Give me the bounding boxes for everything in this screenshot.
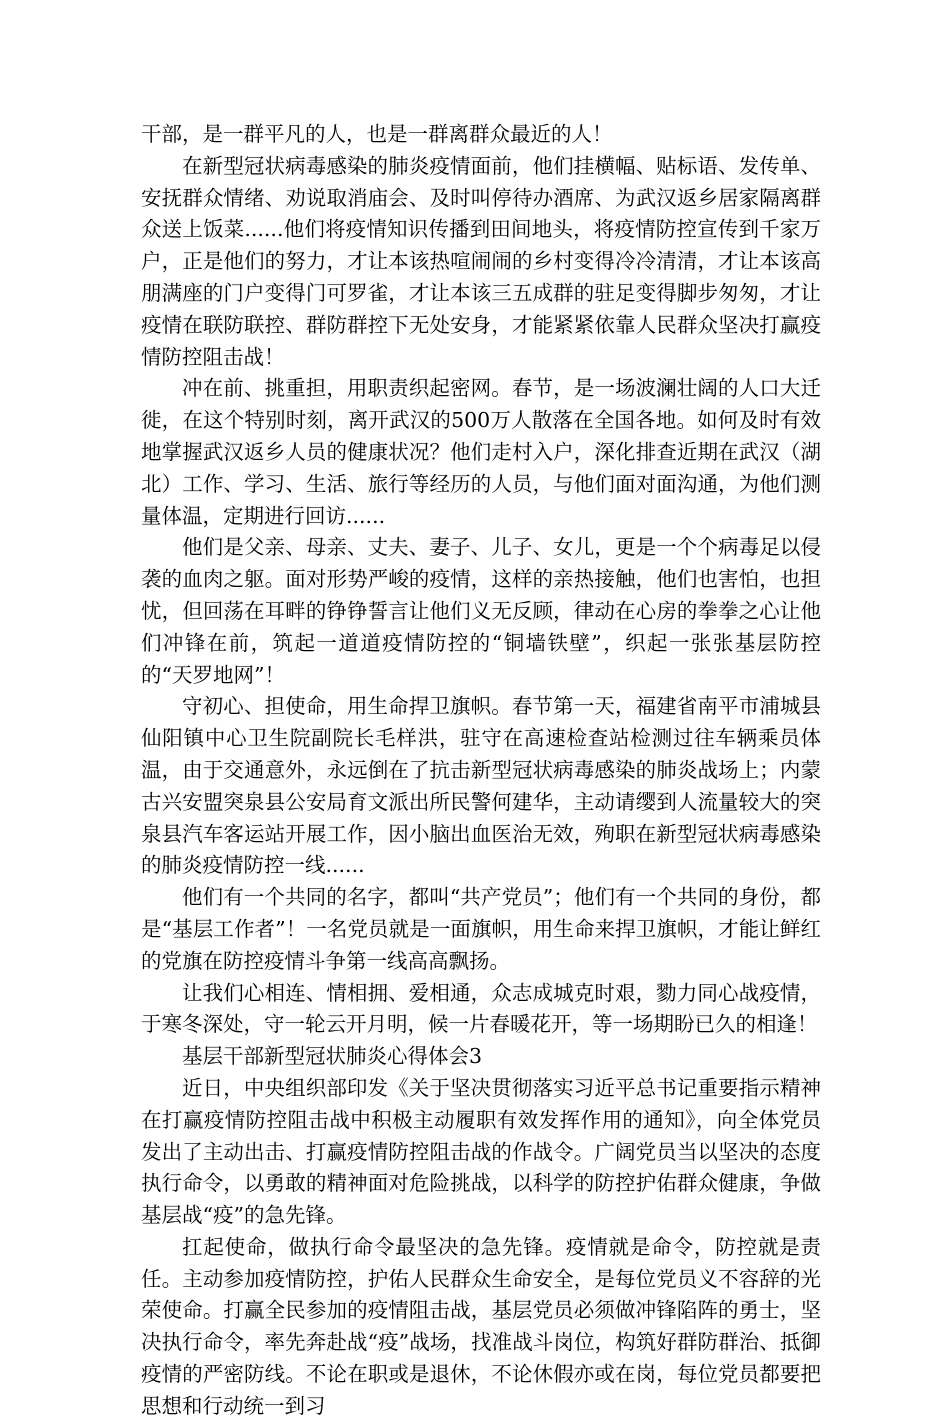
paragraph-unite: 让我们心相连、情相拥、爱相通，众志成城克时艰，勠力同心战疫情，于寒冬深处，守一轮云开月明，候一片春暖花开，等一场期盼已久的相逢！ (141, 980, 821, 1037)
section-title: 基层干部新型冠状肺炎心得体会3 (182, 1044, 483, 1069)
paragraph-family: 他们是父亲、母亲、丈夫、妻子、儿子、女儿，更是一个个病毒足以侵袭的血肉之躯。面对形势严峻的疫情，这样的亲热接触，他们也害怕，也担忧，但回荡在耳畔的铮铮誓言让他们义无反顾，律动在心房的拳拳之心让他们冲锋在前，筑起一道道疫情防控的“铜墙铁壁”，织起一张张基层防控的“天罗地网”！ (141, 535, 821, 687)
paragraph-name: 他们有一个共同的名字，都叫“共产党员”；他们有一个共同的身份，都是“基层工作者”！一名党员就是一面旗帜，用生命来捍卫旗帜，才能让鲜红的党旗在防控疫情斗争第一线高高飘扬。 (141, 885, 821, 973)
paragraph-frontline: 冲在前、挑重担，用职责织起密网。春节，是一场波澜壮阔的人口大迁徙，在这个特别时刻，离开武汉的500万人散落在全国各地。如何及时有效地掌握武汉返乡人员的健康状况？他们走村入户，深化排查近期在武汉（湖北）工作、学习、生活、旅行等经历的人员，与他们面对面沟通，为他们测量体温，定期进行回访...... (141, 376, 821, 528)
document-body (141, 119, 821, 1423)
paragraph-sacrifice: 守初心、担使命，用生命捍卫旗帜。春节第一天，福建省南平市浦城县仙阳镇中心卫生院副院长毛样洪，驻守在高速检查站检测过往车辆乘员体温，由于交通意外，永远倒在了抗击新型冠状病毒感染的肺炎战场上；内蒙古兴安盟突泉县公安局育文派出所民警何建华，主动请缨到人流量较大的突泉县汽车客运站开展工作，因小脑出血医治无效，殉职在新型冠状病毒感染的肺炎疫情防控一线...... (141, 694, 821, 878)
paragraph-mission: 扛起使命，做执行命令最坚决的急先锋。疫情就是命令，防控就是责任。主动参加疫情防控，护佑人民群众生命安全，是每位党员义不容辞的光荣使命。打赢全民参加的疫情阻击战，基层党员必须做冲锋陷阵的勇士，坚决执行命令，率先奔赴战“疫”战场，找准战斗岗位，构筑好群防群治、抵御疫情的严密防线。不论在职或是退休，不论休假亦或在岗，每位党员都要把思想和行动统一到习 (141, 1234, 821, 1418)
paragraph-continued: 干部，是一群平凡的人，也是一群离群众最近的人！ (141, 122, 613, 146)
paragraph-notice: 近日，中央组织部印发《关于坚决贯彻落实习近平总书记重要指示精神在打赢疫情防控阻击战中积极主动履职有效发挥作用的通知》，向全体党员发出了主动出击、打赢疫情防控阻击战的作战令。广阔党员当以坚决的态度执行命令，以勇敢的精神面对危险挑战，以科学的防控护佑群众健康，争做基层战“疫”的急先锋。 (141, 1075, 821, 1228)
paragraph-actions: 在新型冠状病毒感染的肺炎疫情面前，他们挂横幅、贴标语、发传单、安抚群众情绪、劝说取消庙会、及时叫停待办酒席、为武汉返乡居家隔离群众送上饭菜......他们将疫情知识传播到田间地头，将疫情防控宣传到千家万户，正是他们的努力，才让本该热喧闹闹的乡村变得冷冷清清，才让本该高朋满座的门户变得门可罗雀，才让本该三五成群的驻足变得脚步匆匆，才让疫情在联防联控、群防群控下无处安身，才能紧紧依靠人民群众坚决打赢疫情防控阻击战！ (141, 153, 821, 369)
